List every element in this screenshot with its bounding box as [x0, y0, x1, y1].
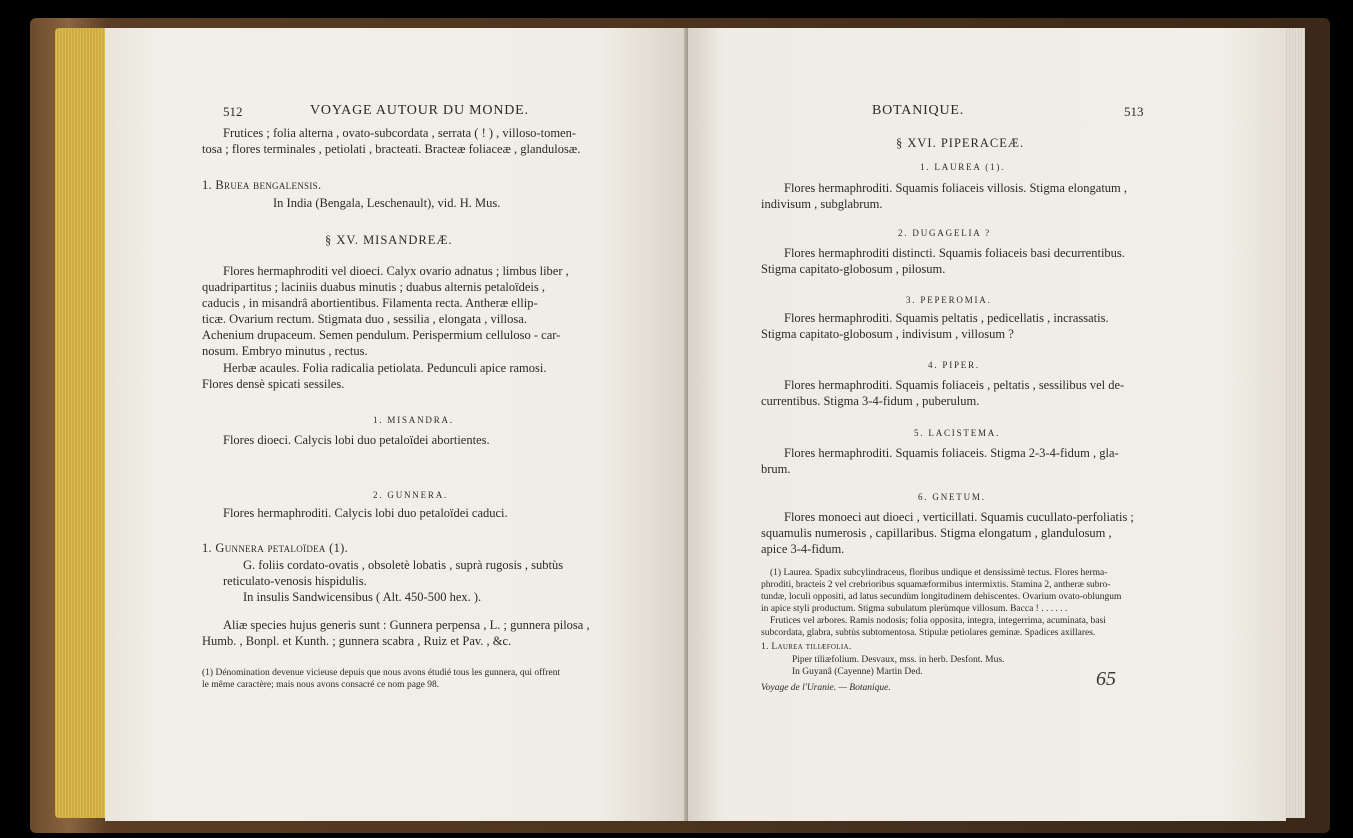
text-line: nosum. Embryo minutus , rectus.: [202, 344, 368, 358]
text-line: Humb. , Bonpl. et Kunth. ; gunnera scabra , Ruiz et Pav. , &c.: [202, 634, 512, 648]
footnote-line: phroditi, bracteis 2 vel crebrioribus squamæformibus intermixtis. Stamina 2, antheræ subro-: [761, 580, 1111, 590]
genus-title: 4. PIPER.: [928, 360, 980, 370]
footnote-species: 1. Laurea tiliæfolia.: [761, 642, 852, 652]
text-line: apice 3-4-fidum.: [761, 542, 845, 556]
footnote-line: subcordata, glabra, subtùs subtomentosa. Stipulæ petiolares geminæ. Spadices axillares.: [761, 628, 1096, 638]
right-running-head: BOTANIQUE.: [872, 103, 965, 118]
text-line: Flores hermaphroditi. Squamis foliaceis. Stigma 2-3-4-fidum , gla-: [784, 446, 1119, 460]
text-line: reticulato-venosis hispidulis.: [223, 574, 367, 588]
left-running-head: VOYAGE AUTOUR DU MONDE.: [310, 103, 529, 118]
text-line: Flores hermaphroditi distincti. Squamis foliaceis basi decurrentibus.: [784, 246, 1125, 260]
genus-title: 1. MISANDRA.: [373, 415, 454, 425]
text-line: squamulis numerosis , capillaribus. Stigma elongatum , glandulosum ,: [761, 526, 1112, 540]
footnote-line: Piper tiliæfolium. Desvaux, mss. in herb. Desfont. Mus.: [792, 655, 1005, 665]
page-edges-right: [1285, 28, 1305, 818]
section-title: § XVI. PIPERACEÆ.: [896, 136, 1025, 150]
text-line: G. foliis cordato-ovatis , obsoletè lobatis , suprà rugosis , subtùs: [243, 558, 564, 572]
signature-mark: 65: [1096, 668, 1116, 690]
text-line: Flores hermaphroditi. Squamis foliaceis , peltatis , sessilibus vel de-: [784, 378, 1125, 392]
genus-title: 3. PEPEROMIA.: [906, 295, 992, 305]
text-line: caducis , in misandrâ abortientibus. Filamenta recta. Antheræ ellip-: [202, 296, 538, 310]
genus-description: Flores hermaphroditi. Calycis lobi duo petaloïdei caduci.: [223, 506, 508, 520]
genus-title: 5. LACISTEMA.: [914, 428, 1001, 438]
page-edges-left: [55, 28, 110, 818]
text-line: In insulis Sandwicensibus ( Alt. 450-500 hex. ).: [243, 590, 482, 604]
text-line: ticæ. Ovarium rectum. Stigmata duo , sessilia , elongata , villosa.: [202, 312, 527, 326]
text-line: Flores monoeci aut dioeci , verticillati. Squamis cucullato-perfoliatis ;: [784, 510, 1134, 524]
text-line: Stigma capitato-globosum , indivisum , villosum ?: [761, 327, 1014, 341]
footnote-line: tundæ, loculi oppositi, ad latus secundùm longitudinem dehiscentes. Ovarium ovato-oblungum: [761, 592, 1122, 602]
text-line: Achenium drupaceum. Semen pendulum. Perispermium celluloso - car-: [202, 328, 561, 342]
genus-title: 1. LAUREA (1).: [920, 162, 1006, 172]
text-line: Flores hermaphroditi. Squamis peltatis , pedicellatis , incrassatis.: [784, 311, 1109, 325]
text-line: Flores hermaphroditi vel dioeci. Calyx ovario adnatus ; limbus liber ,: [223, 264, 569, 278]
text-line: Stigma capitato-globosum , pilosum.: [761, 262, 946, 276]
genus-title: 6. GNETUM.: [918, 492, 986, 502]
text-line: indivisum , subglabrum.: [761, 197, 883, 211]
text-line: Flores hermaphroditi. Squamis foliaceis villosis. Stigma elongatum ,: [784, 181, 1128, 195]
species-name: 1. Gunnera petaloïdea (1).: [202, 541, 349, 555]
text-line: Flores densè spicati sessiles.: [202, 377, 345, 391]
right-page-number: 513: [1124, 104, 1144, 119]
footnote-line: In Guyanâ (Cayenne) Martin Ded.: [792, 667, 923, 677]
text-line: Frutices ; folia alterna , ovato-subcordata , serrata ( ! ) , villoso-tomen-: [223, 126, 577, 140]
text-line: Aliæ species hujus generis sunt : Gunnera perpensa , L. ; gunnera pilosa ,: [223, 618, 590, 632]
text-line: quadripartitus ; laciniis duabus minutis ; duabus alternis petaloïdeis ,: [202, 280, 545, 294]
footnote-line: Frutices vel arbores. Ramis nodosis; folia opposita, integra, integerrima, acuminata, basi: [770, 616, 1106, 626]
footnote-line: in apice styli productum. Stigma subulatum plerùmque villosum. Bacca ! . . . . . .: [761, 604, 1068, 614]
genus-title: 2. DUGAGELIA ?: [898, 228, 991, 238]
genus-title: 2. GUNNERA.: [373, 490, 449, 500]
left-page-number: 512: [223, 104, 243, 119]
footnote-line: (1) Laurea. Spadix subcylindraceus, floribus undique et densissimè tectus. Flores herma-: [770, 568, 1108, 578]
printer-signature: Voyage de l'Uranie. — Botanique.: [761, 683, 891, 693]
text-line: Herbæ acaules. Folia radicalia petiolata. Pedunculi apice ramosi.: [223, 361, 547, 375]
text-line: brum.: [761, 462, 791, 476]
species-name: 1. Bruea bengalensis.: [202, 178, 322, 192]
right-page: [688, 28, 1286, 821]
footnote-line: le même caractère; mais nous avons consacré ce nom page 98.: [202, 680, 440, 690]
left-page: [105, 28, 688, 821]
section-title: § XV. MISANDREÆ.: [325, 233, 453, 247]
footnote-line: (1) Dénomination devenue vicieuse depuis que nous avons étudié tous les gunnera, qui offrent: [202, 668, 561, 678]
text-line: tosa ; flores terminales , petiolati , bracteati. Bracteæ foliaceæ , glandulosæ.: [202, 142, 581, 156]
genus-description: Flores dioeci. Calycis lobi duo petaloïdei abortientes.: [223, 433, 490, 447]
text-line: currentibus. Stigma 3-4-fidum , puberulum.: [761, 394, 980, 408]
species-locality: In India (Bengala, Leschenault), vid. H. Mus.: [273, 196, 501, 210]
